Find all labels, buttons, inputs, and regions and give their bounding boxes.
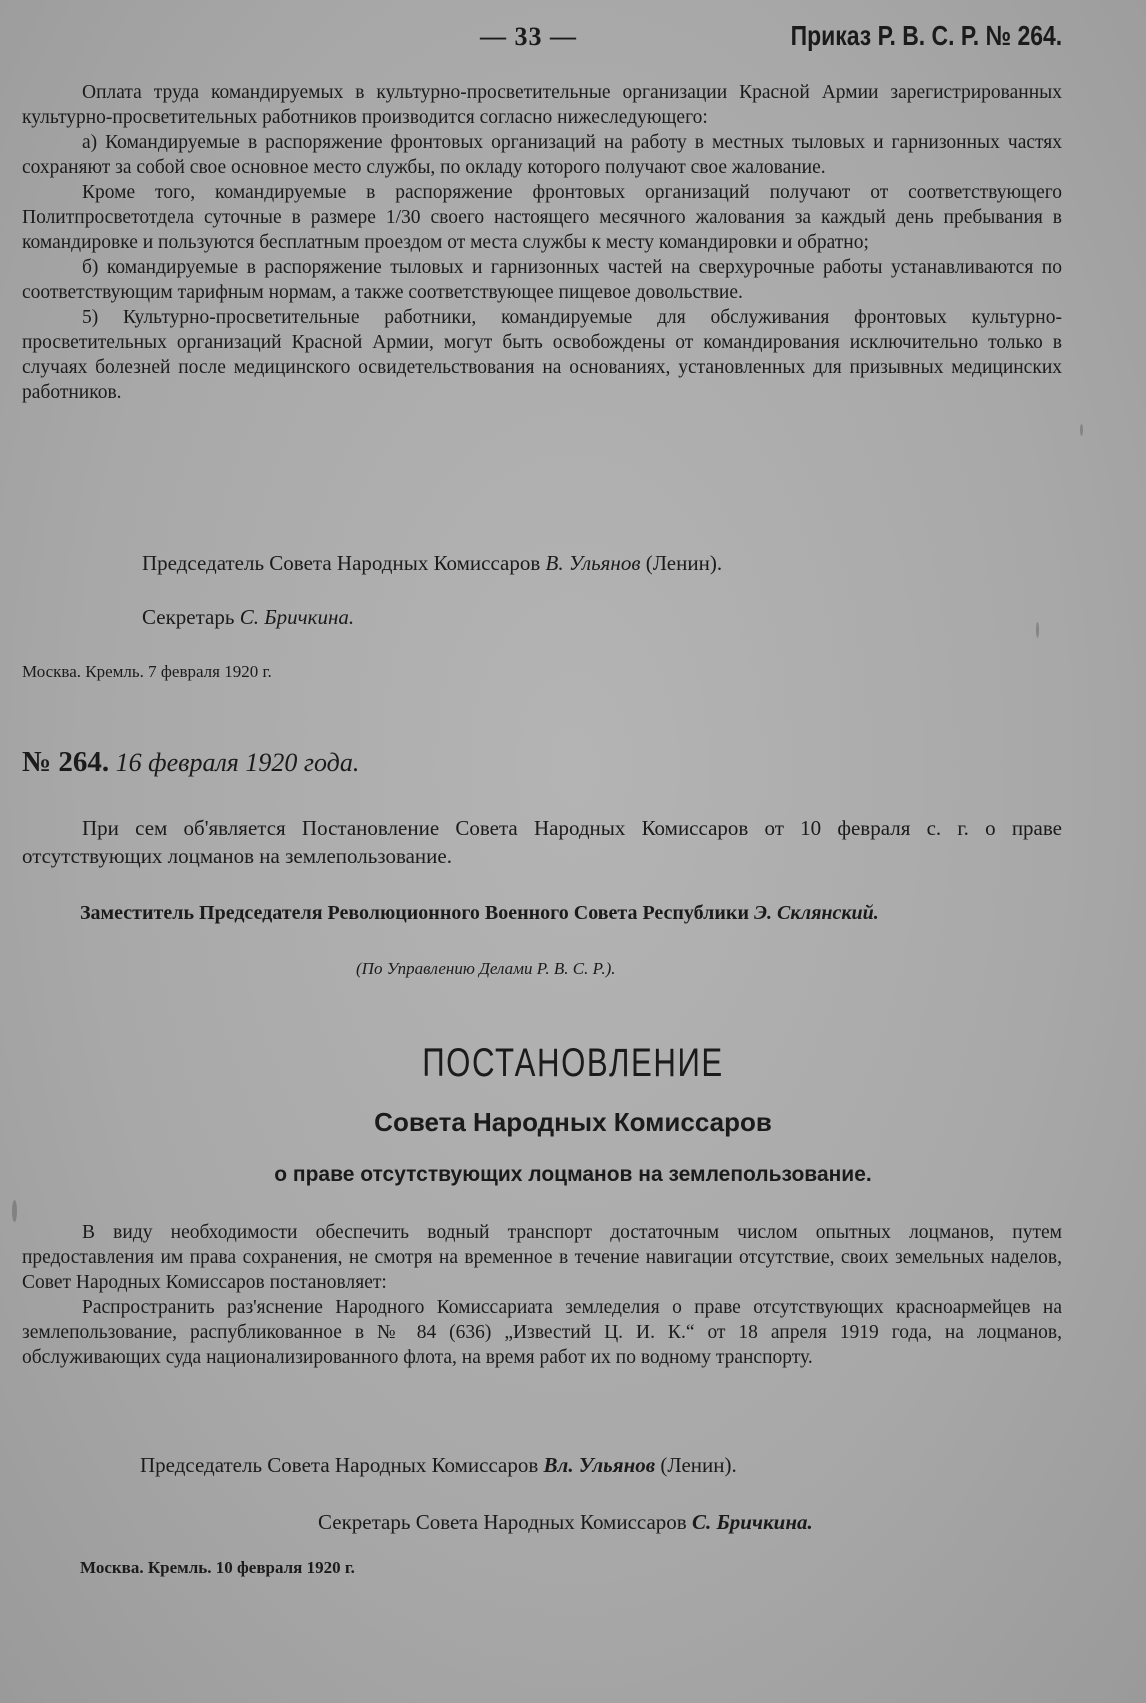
decree-secretary-signature: Секретарь Совета Народных Комиссаров С. Бричкина.	[318, 1510, 813, 1534]
page-header	[0, 18, 1146, 58]
decree-subtitle: Совета Народных Комиссаров	[374, 1107, 772, 1137]
chairman-name: Вл. Ульянов	[543, 1453, 656, 1477]
decree-subject: о праве отсутствующих лоцманов на землепользование.	[274, 1163, 872, 1186]
print-speck	[1036, 622, 1039, 638]
section1-date: Москва. Кремль. 7 февраля 1920 г.	[22, 662, 272, 681]
order-text: При сем об'является Постановление Совета Народных Комиссаров от 10 февраля с. г. о праве отсутствующих лоцманов на землепользование.	[22, 816, 1062, 868]
print-speck	[12, 1200, 17, 1222]
decree-date: Москва. Кремль. 10 февраля 1920 г.	[80, 1558, 355, 1577]
decree-paragraph: Распространить раз'яснение Народного Комиссариата земледелия о праве отсутствующих красноармейцев на землепользование, распубликованное в № 84 (636) „Известий Ц. И. К.“ от 18 апреля 1919 года, на лоцманов, обслуживающих суда национализированного флота, на время работ их по водному транспорту.	[22, 1297, 1062, 1368]
decree-title: ПОСТАНОВЛЕНИЕ	[422, 1041, 724, 1085]
order-date: 16 февраля 1920 года.	[115, 748, 360, 777]
section1-paragraph: 5) Культурно-просветительные работники, командируемые для обслуживания фронтовых культурно-просветительных организаций Красной Армии, могут быть освобождены от командирования исключительно только в случаях болезней после медицинского освидетельствования на основаниях, установленных для призывных медицинских работников.	[22, 307, 1062, 403]
section1-paragraph: Кроме того, командируемые в распоряжение фронтовых организаций получают от соответствующего Политпросветотдела суточные в размере 1/30 своего настоящего месячного жалования за каждый день пребывания в командировке и пользуются бесплатным проездом от места службы к месту командировки и обратно;	[22, 182, 1062, 253]
section1-paragraph: Оплата труда командируемых в культурно-просветительные организации Красной Армии зарегистрированных культурно-просветительных работников производится согласно нижеследующего:	[22, 82, 1062, 128]
secretary-name: С. Бричкина.	[691, 1510, 813, 1534]
print-speck	[1080, 424, 1083, 436]
chairman-name: В. Ульянов	[545, 551, 641, 575]
order-reference: Приказ Р. В. С. Р. № 264.	[790, 20, 1062, 51]
page-number: — 33 —	[480, 22, 577, 51]
section1-paragraph: а) Командируемые в распоряжение фронтовых организаций на работу в местных тыловых и гарнизонных частях сохраняют за собой свое основное место службы, по окладу которого получают свое жалование.	[22, 132, 1062, 178]
decree-paragraph: В виду необходимости обеспечить водный транспорт достаточным числом опытных лоцманов, путем предоставления им права сохранения, не смотря на временное в течение навигации отсутствие, своих земельных наделов, Совет Народных Комиссаров постановляет:	[22, 1222, 1062, 1293]
secretary-name: С. Бричкина.	[239, 605, 355, 629]
deputy-signature: Заместитель Председателя Революционного Военного Совета Республики Э. Склянский.	[80, 902, 879, 924]
section1-paragraph: б) командируемые в распоряжение тыловых и гарнизонных частей на сверхурочные работы устанавливаются по соответствующим тарифным нормам, а также соответствующее пищевое довольствие.	[22, 257, 1062, 303]
order-number: № 264.	[22, 746, 110, 778]
section1-body	[22, 80, 1062, 405]
order-heading	[22, 746, 359, 779]
order-body	[22, 814, 1062, 870]
decree-body	[22, 1220, 1062, 1370]
deputy-name: Э. Склянский.	[753, 902, 879, 924]
section1-chairman-signature: Председатель Совета Народных Комиссаров В. Ульянов (Ленин).	[142, 551, 723, 575]
office-note: (По Управлению Делами Р. В. С. Р.).	[356, 959, 616, 978]
section1-secretary-signature: Секретарь С. Бричкина.	[142, 605, 355, 629]
decree-chairman-signature: Председатель Совета Народных Комиссаров Вл. Ульянов (Ленин).	[140, 1453, 737, 1477]
